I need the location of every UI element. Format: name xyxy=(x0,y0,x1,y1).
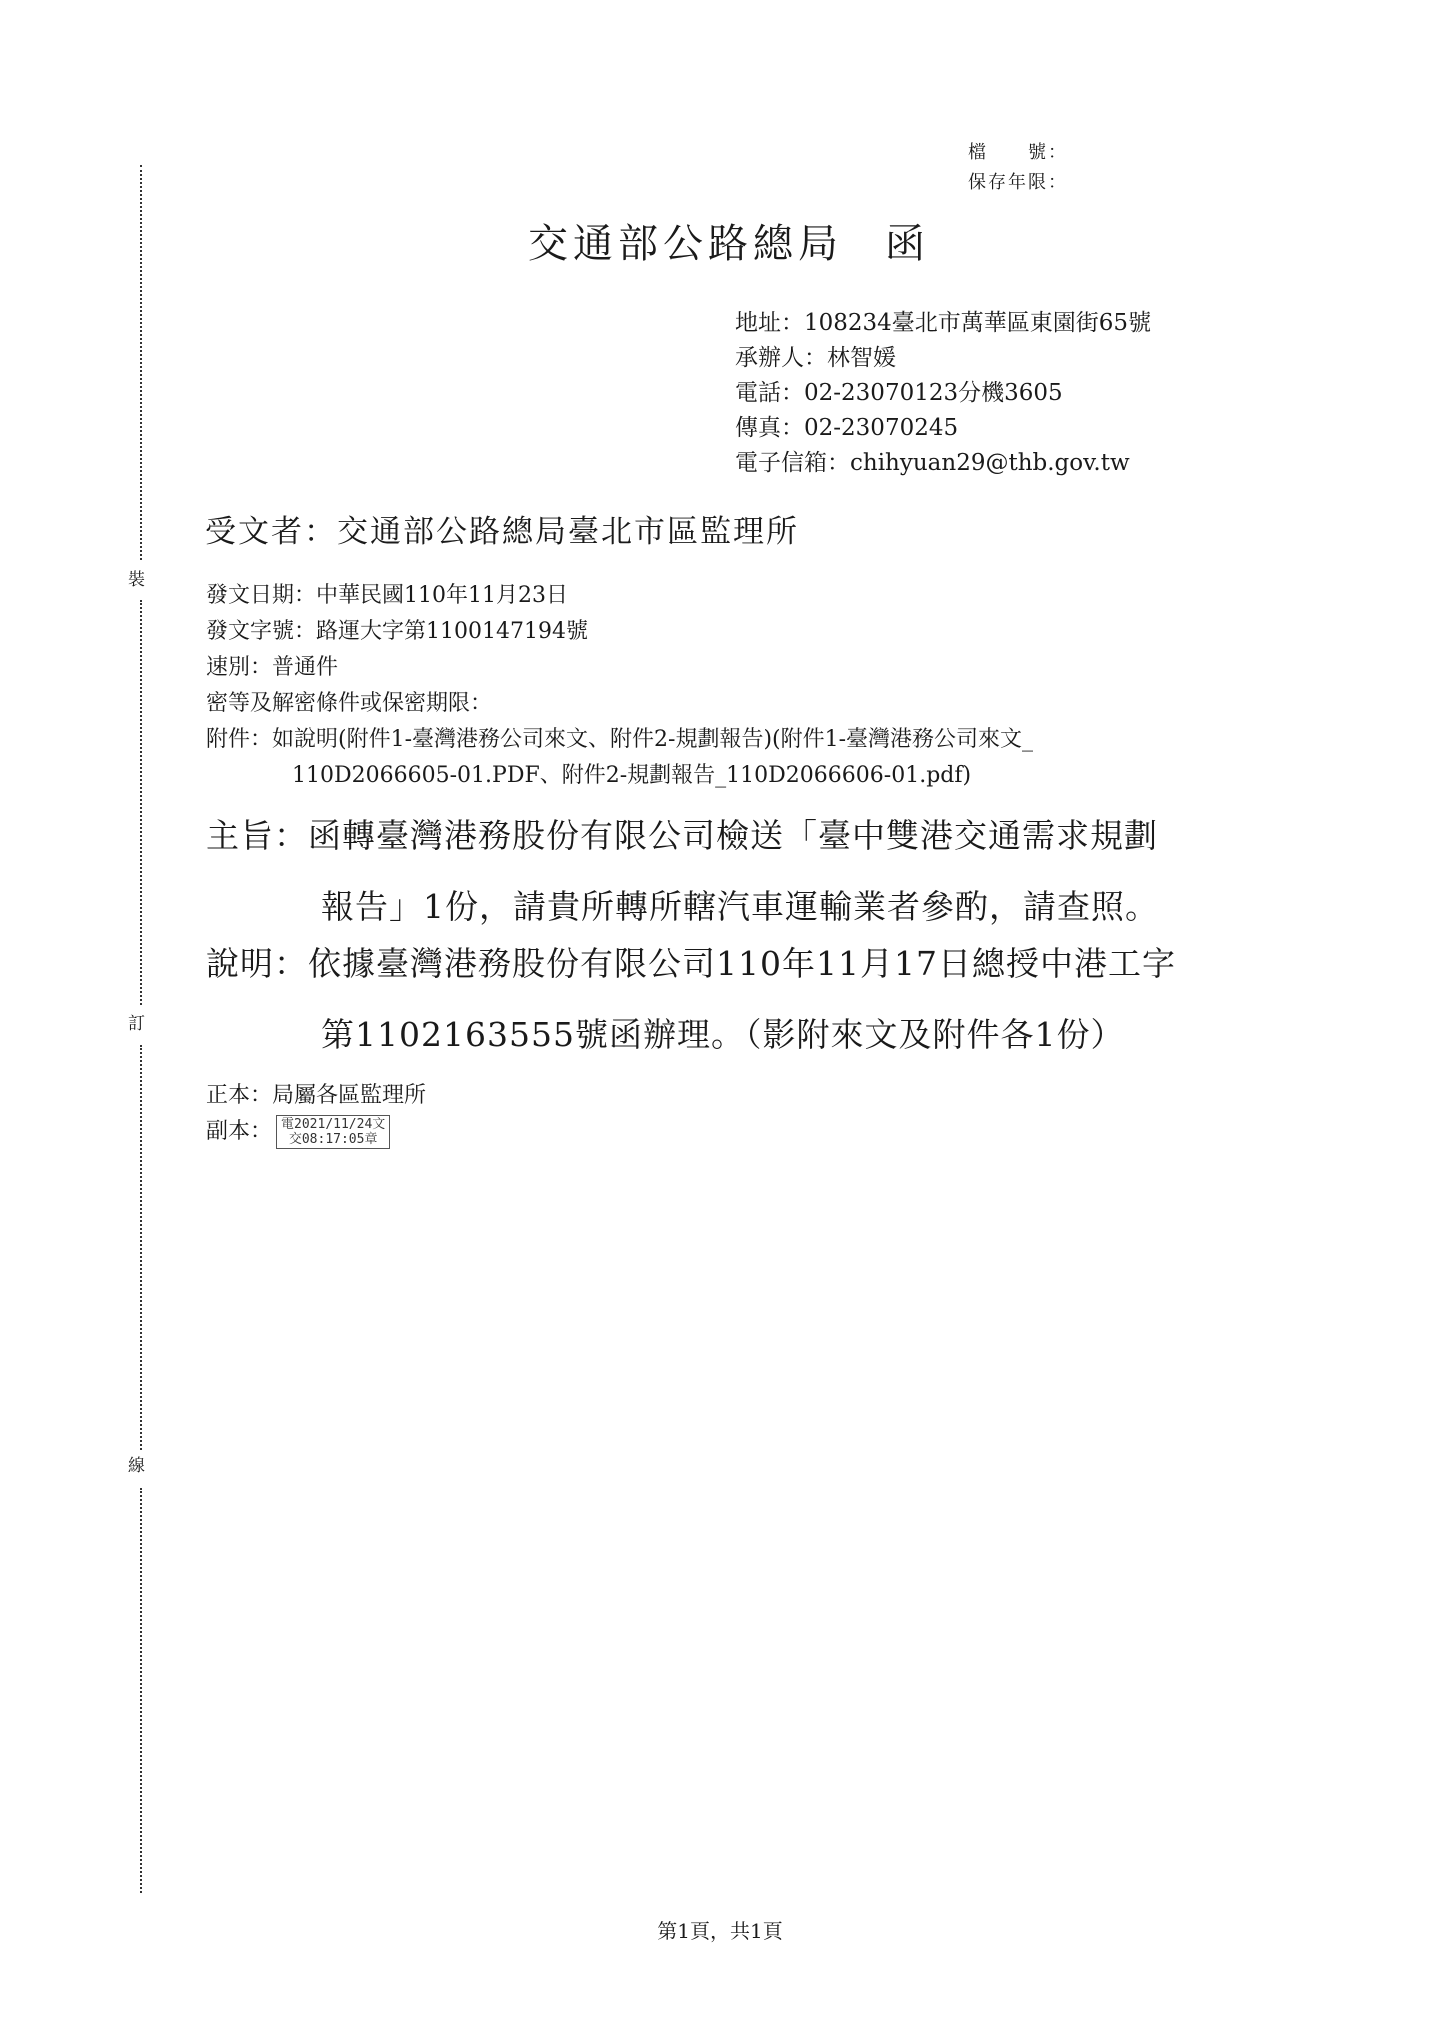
binding-label-xian: 線 xyxy=(128,1456,145,1476)
stamp-line-2: 交08:17:05章 xyxy=(288,1132,378,1147)
copy-label: 副本： xyxy=(206,1119,273,1144)
attachment-line-1: 附件：如說明(附件1-臺灣港務公司來文、附件2-規劃報告)(附件1-臺灣港務公司來文_ xyxy=(206,727,1034,752)
distribution xyxy=(206,1078,426,1150)
explanation-section xyxy=(206,938,1176,1056)
contact-handler: 承辦人：林智媛 xyxy=(735,345,896,371)
binding-dotted-line-bottom xyxy=(140,1488,142,1893)
binding-dotted-line-top xyxy=(140,165,142,560)
subject-line-2: 報告」1份，請貴所轉所轄汽車運輸業者參酌，請查照。 xyxy=(321,887,1159,926)
page-number: 第1頁，共1頁 xyxy=(657,1919,783,1943)
archive-fields xyxy=(968,138,1068,198)
binding-dotted-line-middle-2 xyxy=(140,1045,142,1450)
original-recipients: 正本：局屬各區監理所 xyxy=(206,1083,427,1108)
file-number-label: 檔 號： xyxy=(968,142,1068,163)
explanation-line-2: 第1102163555號函辦理。（影附來文及附件各1份） xyxy=(321,1015,1125,1054)
contact-block xyxy=(735,306,1151,481)
binding-label-zhuang: 裝 xyxy=(128,570,145,590)
subject-section xyxy=(206,810,1159,928)
retention-period-label: 保存年限： xyxy=(968,172,1068,193)
contact-phone: 電話：02-23070123分機3605 xyxy=(735,380,1063,406)
delivery-speed: 速別：普通件 xyxy=(206,655,339,680)
contact-email: 電子信箱：chihyuan29@thb.gov.tw xyxy=(735,450,1130,476)
binding-label-ding: 訂 xyxy=(128,1014,145,1034)
secrecy-level: 密等及解密條件或保密期限： xyxy=(206,691,493,716)
contact-fax: 傳真：02-23070245 xyxy=(735,415,959,441)
document-title xyxy=(528,212,930,269)
electronic-exchange-stamp xyxy=(276,1115,390,1149)
stamp-line-1: 電2021/11/24文 xyxy=(281,1117,386,1132)
document-number: 發文字號：路運大字第1100147194號 xyxy=(206,619,588,644)
binding-dotted-line-middle-1 xyxy=(140,600,142,1005)
issue-date: 發文日期：中華民國110年11月23日 xyxy=(206,583,568,608)
contact-address: 地址：108234臺北市萬華區東園街65號 xyxy=(735,310,1152,336)
recipient: 受文者：交通部公路總局臺北市區監理所 xyxy=(205,514,799,550)
document-type: 函 xyxy=(885,221,930,267)
agency-name: 交通部公路總局 xyxy=(528,221,843,267)
subject-line-1: 主旨：函轉臺灣港務股份有限公司檢送「臺中雙港交通需求規劃 xyxy=(206,816,1158,855)
attachment-line-2: 110D2066605-01.PDF、附件2-規劃報告_110D2066606-01.pdf) xyxy=(292,763,972,788)
copy-recipients xyxy=(206,1114,426,1150)
document-meta xyxy=(206,578,1033,794)
explanation-line-1: 說明：依據臺灣港務股份有限公司110年11月17日總授中港工字 xyxy=(206,944,1176,983)
